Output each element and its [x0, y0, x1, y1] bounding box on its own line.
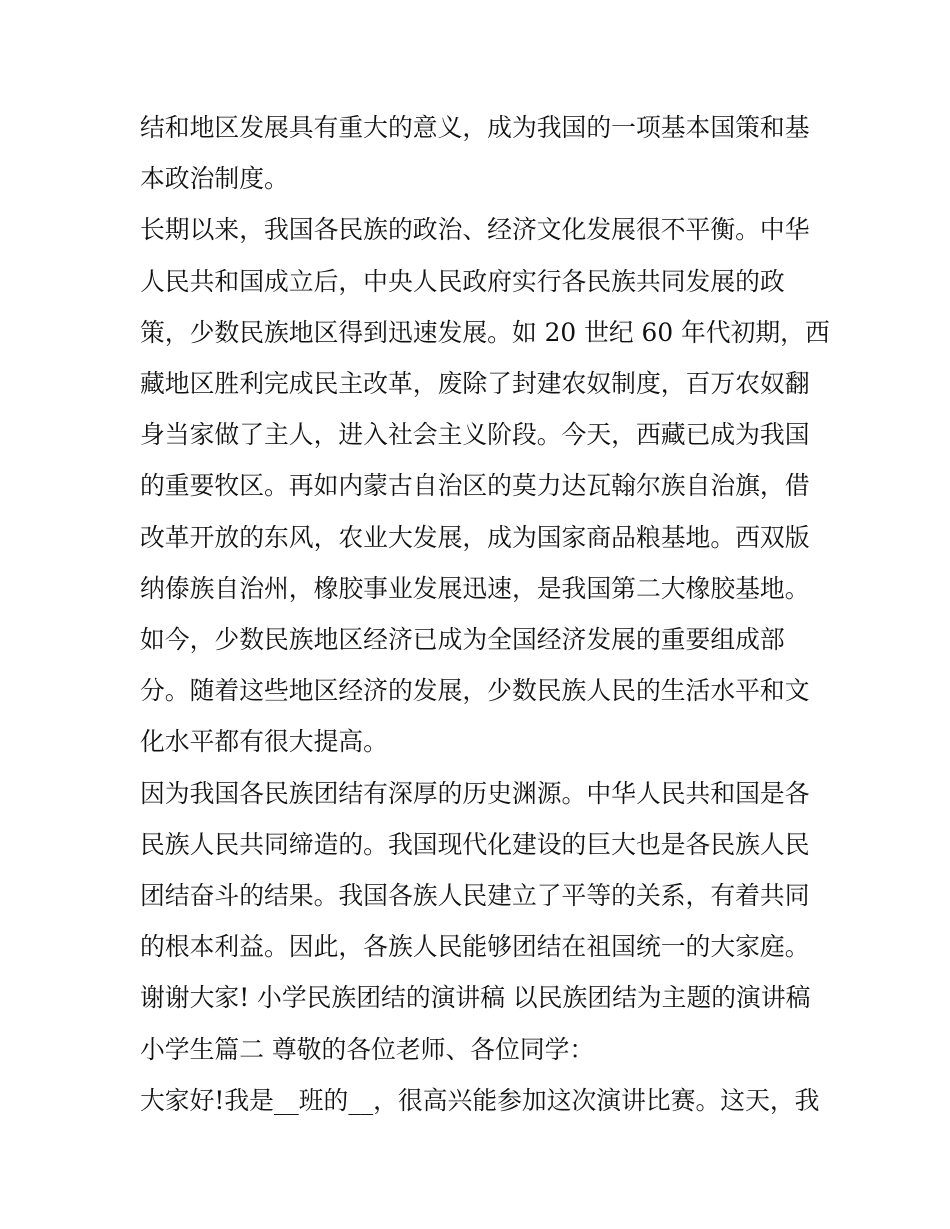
text-line: 藏地区胜利完成民主改革，废除了封建农奴制度，百万农奴翻: [140, 369, 810, 398]
text-line: 的根本利益。因此，各族人民能够团结在祖国统一的大家庭。: [140, 932, 810, 962]
text-line: 身当家做了主人，进入社会主义阶段。今天，西藏已成为我国: [140, 420, 810, 450]
text-line: 谢谢大家! 小学民族团结的演讲稿 以民族团结为主题的演讲稿: [140, 983, 811, 1013]
text-line: 的重要牧区。再如内蒙古自治区的莫力达瓦翰尔族自治旗，借: [140, 471, 810, 501]
text-line: 结和地区发展具有重大的意义，成为我国的一项基本国策和基: [140, 113, 810, 142]
text-line: 团结奋斗的结果。我国各族人民建立了平等的关系，有着共同: [140, 881, 810, 910]
text-line: 本政治制度。: [140, 164, 289, 194]
text-line: 因为我国各民族团结有深厚的历史渊源。中华人民共和国是各: [140, 778, 810, 808]
text-line: 如今，少数民族地区经济已成为全国经济发展的重要组成部: [140, 625, 785, 654]
text-line: 策，少数民族地区得到迅速发展。如 20 世纪 60 年代初期，西: [140, 317, 830, 347]
text-line: 纳傣族自治州，橡胶事业发展迅速，是我国第二大橡胶基地。: [140, 573, 810, 603]
text-line: 大家好!我是__班的__，很高兴能参加这次演讲比赛。这天，我: [140, 1085, 820, 1115]
text-line: 化水平都有很大提高。: [140, 727, 388, 757]
text-line: 分。随着这些地区经济的发展，少数民族人民的生活水平和文: [140, 676, 810, 706]
text-line: 人民共和国成立后，中央人民政府实行各民族共同发展的政: [140, 266, 785, 296]
text-line: 长期以来，我国各民族的政治、经济文化发展很不平衡。中华: [140, 215, 810, 245]
text-line: 改革开放的东风，农业大发展，成为国家商品粮基地。西双版: [140, 522, 810, 552]
text-line: 民族人民共同缔造的。我国现代化建设的巨大也是各民族人民: [140, 829, 810, 859]
text-line: 小学生篇二 尊敬的各位老师、各位同学：: [140, 1034, 595, 1064]
